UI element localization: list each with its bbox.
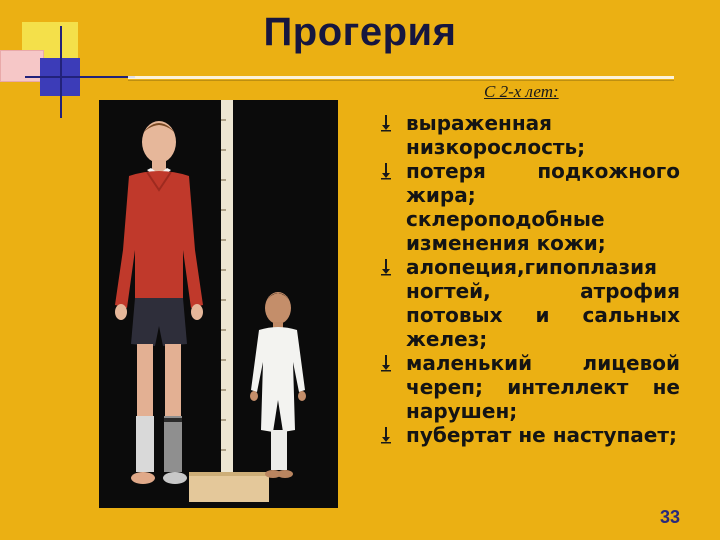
slide-number: 33 bbox=[660, 507, 681, 527]
arrow-down-bullet-icon bbox=[380, 354, 392, 372]
arrow-down-bullet-icon bbox=[380, 162, 392, 180]
list-item bbox=[380, 111, 680, 159]
bullet-text: алопеция,гипоплазия ногтей, атрофия потовых и сальных желез; bbox=[406, 255, 680, 351]
title-underline-rule bbox=[128, 76, 674, 79]
title-underline-shadow bbox=[128, 80, 674, 81]
arrow-down-bullet-icon bbox=[380, 426, 392, 444]
list-item bbox=[380, 159, 680, 255]
list-item bbox=[380, 255, 680, 351]
progeria-comparison-photo bbox=[99, 100, 338, 508]
age-subtitle: С 2-х лет: bbox=[484, 82, 559, 101]
list-item bbox=[380, 423, 680, 447]
bullet-text: пубертат не наступает; bbox=[406, 423, 677, 447]
bullet-text: маленький лицевой череп; интеллект не нарушен; bbox=[406, 351, 680, 423]
arrow-down-bullet-icon bbox=[380, 114, 392, 132]
list-item bbox=[380, 351, 680, 423]
symptom-list bbox=[380, 111, 680, 447]
bullet-text: выраженная низкорослость; bbox=[406, 111, 586, 159]
decorative-horizontal-line bbox=[25, 76, 135, 78]
bullet-text: потеря подкожного жира; склероподобные изменения кожи; bbox=[406, 159, 680, 255]
arrow-down-bullet-icon bbox=[380, 258, 392, 276]
slide-title: Прогерия bbox=[263, 10, 457, 54]
